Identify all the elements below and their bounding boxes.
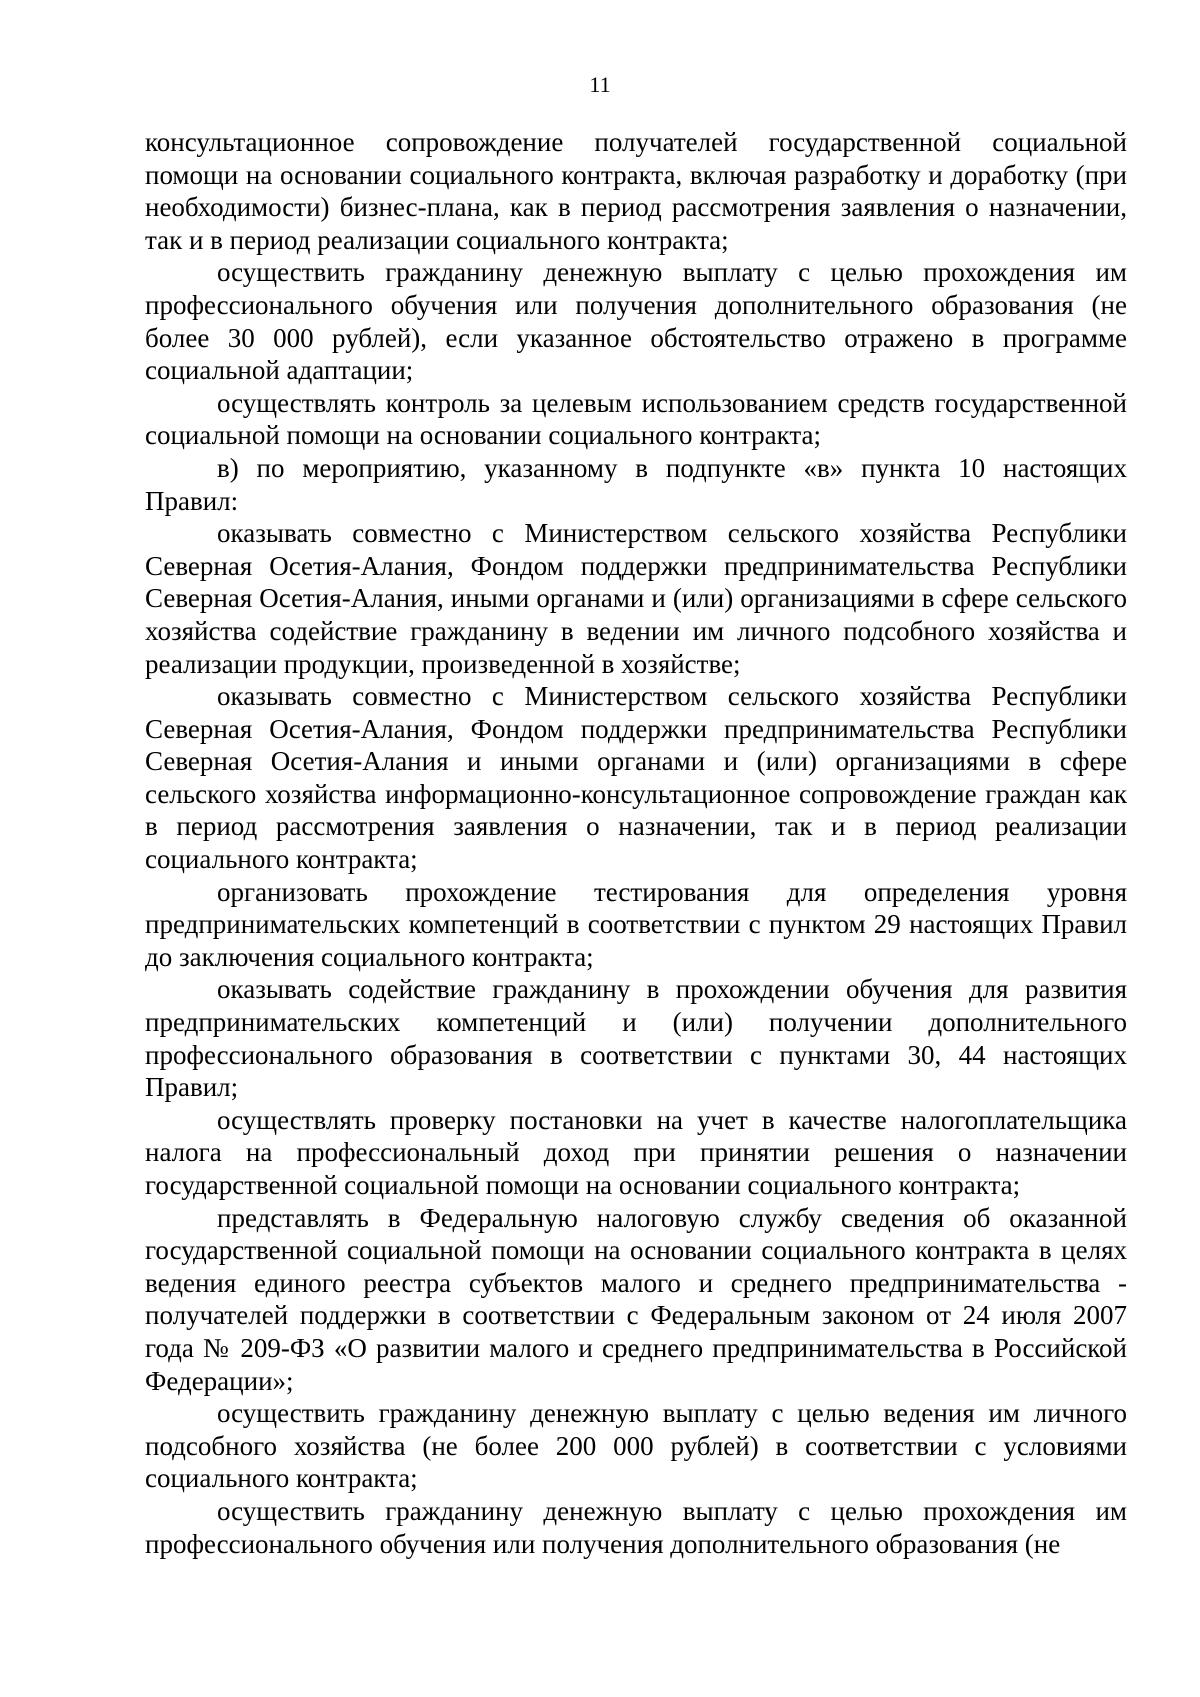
paragraph-farming-assistance: оказывать совместно с Министерством сельского хозяйства Республики Северная Осетия-Алания, Фондом поддержки предпринимательства Республики Северная Осетия-Алания, иными органами и (или) организациями в сфере сельского хозяйства содействие гражданину в ведении им личного подсобного хозяйства и реализации продукции, произведенной в хозяйстве; — [145, 518, 1127, 679]
paragraph-consulting-support: консультационное сопровождение получателей государственной социальной помощи на основании социального контракта, включая разработку и доработку (при необходимости) бизнес-плана, как в период рассмотрения заявления о назначении, так и в период реализации социального контракта; — [145, 127, 1127, 255]
paragraph-training-payment: осуществить гражданину денежную выплату с целью прохождения им профессионального обучения или получения дополнительного образования (не более 30 000 рублей), если указанное обстоятельство отражено в программе социальной адаптации; — [145, 257, 1127, 386]
paragraph-training-payment-continued: осуществить гражданину денежную выплату с целью прохождения им профессионального обучения или получения дополнительного образования (не — [145, 1495, 1127, 1559]
paragraph-subitem-v-heading: в) по мероприятию, указанному в подпункте «в» пункта 10 настоящих Правил: — [145, 452, 1127, 516]
paragraph-spending-control: осуществлять контроль за целевым использованием средств государственной социальной помощи на основании социального контракта; — [145, 387, 1127, 451]
paragraph-farming-consulting: оказывать совместно с Министерством сельского хозяйства Республики Северная Осетия-Алания, Фондом поддержки предпринимательства Республики Северная Осетия-Алания и иными органами и (или) организациями в сфере сельского хозяйства информационно-консультационное сопровождение граждан как в период рассмотрения заявления о назначении, так и в период реализации социального контракта; — [145, 681, 1127, 875]
paragraph-training-assistance: оказывать содействие гражданину в прохождении обучения для развития предпринимательских компетенций и (или) получении дополнительного профессионального образования в соответствии с пунктами 30, 44 настоящих Правил; — [145, 974, 1127, 1103]
paragraph-tax-service-reporting: представлять в Федеральную налоговую службу сведения об оказанной государственной социальной помощи на основании социального контракта в целях ведения единого реестра субъектов малого и среднего предпринимательства - получателей поддержки в соответствии с Федеральным законом от 24 июля 2007 года № 209-ФЗ «О развитии малого и среднего предпринимательства в Российской Федерации»; — [145, 1202, 1127, 1396]
document-body — [145, 126, 1127, 1560]
page-number: 11 — [589, 72, 611, 97]
paragraph-competency-testing: организовать прохождение тестирования для определения уровня предпринимательских компетенций в соответствии с пунктом 29 настоящих Правил до заключения социального контракта; — [145, 876, 1127, 972]
paragraph-tax-registration-check: осуществлять проверку постановки на учет в качестве налогоплательщика налога на профессиональный доход при принятии решения о назначении государственной социальной помощи на основании социального контракта; — [145, 1104, 1127, 1200]
paragraph-farming-payment: осуществить гражданину денежную выплату с целью ведения им личного подсобного хозяйства (не более 200 000 рублей) в соответствии с условиями социального контракта; — [145, 1398, 1127, 1494]
